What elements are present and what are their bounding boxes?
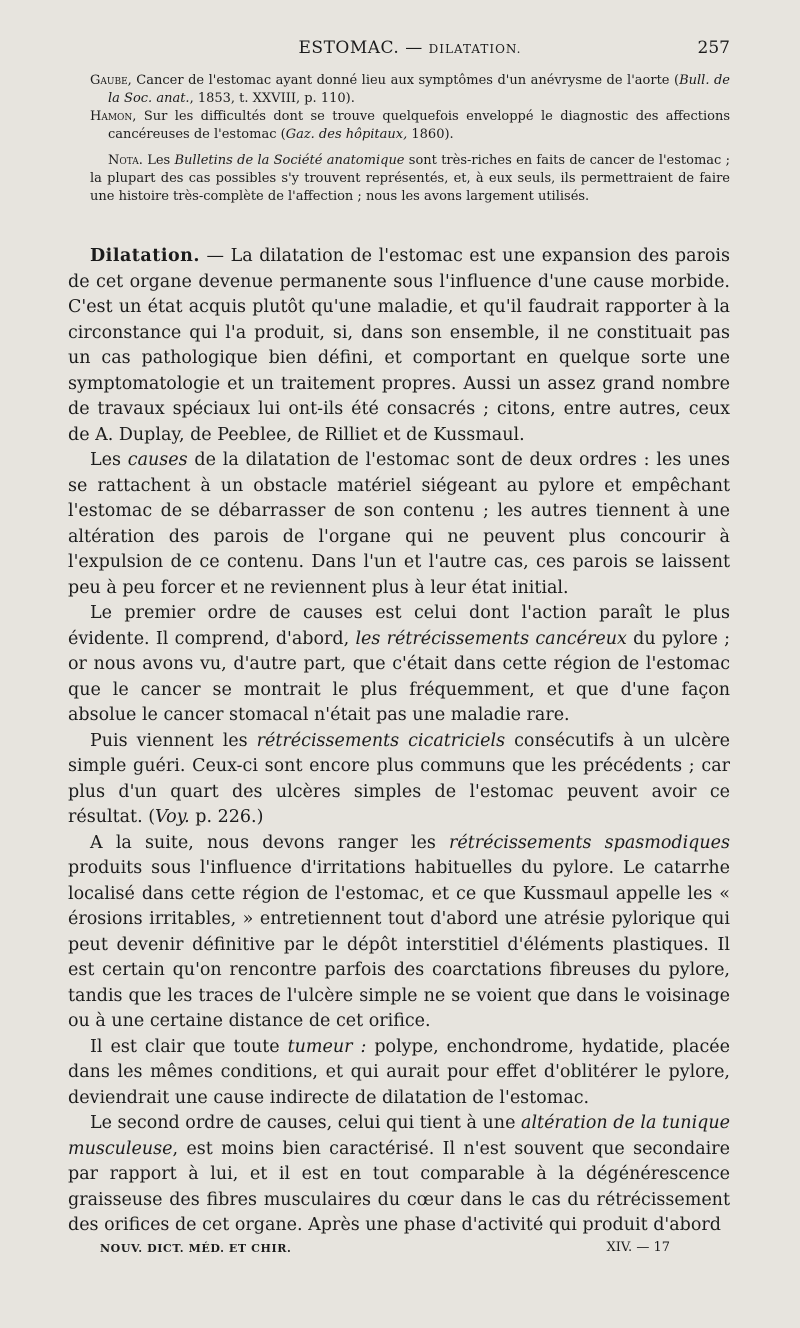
emphasis: rétrécissements cicatriciels: [256, 730, 506, 751]
running-title-main: ESTOMAC. —: [298, 38, 423, 58]
reference-text: , 1853, t. XXVIII, p. 110).: [189, 91, 355, 106]
reference-item: [90, 108, 730, 144]
reference-text: 1860).: [407, 127, 454, 142]
note-text: Les: [142, 153, 175, 168]
article-body: [68, 244, 730, 1239]
paragraph: [68, 601, 730, 729]
page-number: 257: [697, 38, 730, 58]
emphasis: tumeur :: [287, 1036, 367, 1057]
footer-signature: NOUV. DICT. MÉD. ET CHIR.: [100, 1242, 292, 1255]
page-footer: [100, 1240, 670, 1260]
paragraph-text: consécutifs à un ulcère simple guéri. Ceux-ci sont encore plus communs que les précédents ; car plus d'un quart des ulcères simples de l'estomac peuvent avoir ce résultat. (: [68, 730, 731, 827]
reference-journal: Gaz. des hôpitaux,: [285, 127, 408, 142]
paragraph: [68, 1111, 730, 1239]
paragraph-text: — La dilatation de l'estomac est une expansion des parois de cet organe devenue permanente sous l'influence d'une cause morbide. C'est un état acquis plutôt qu'une maladie, et qu'il faudrait rapporter à la circonstance qui l'a produit, si, dans son ensemble, il ne constituait pas un cas pathologique bien défini, et comportant en quelque sorte une symptomatologie et un traitement propres. Aussi un assez grand nombre de travaux spéciaux lui ont-ils été consacrés ; citons, entre autres, ceux de A. Duplay, de Peeblee, de Rilliet et de Kussmaul.: [68, 246, 730, 445]
note-text: sont très-riches en faits de cancer de l'estomac ; la plupart des cas possibles s'y trouvent représentés, et, à eux seuls, ils permettraient de faire une histoire très-complète de l'affection ; nous les avons largement utilisés.: [90, 153, 730, 204]
running-title-sub: DILATATION.: [428, 42, 522, 56]
emphasis: rétrécissements spasmodiques: [449, 832, 730, 853]
section-title: Dilatation.: [90, 246, 200, 266]
page-header: [90, 38, 730, 64]
paragraph-text: Les: [90, 450, 128, 470]
reference-text: Cancer de l'estomac ayant donné lieu aux symptômes d'un anévrysme de l'aorte (: [131, 73, 680, 88]
paragraph-text: Le premier ordre de causes est celui dont l'action paraît le plus évidente. Il comprend, d'abord,: [68, 603, 730, 649]
paragraph-text: polype, enchondrome, hydatide, placée dans les mêmes conditions, et qui aurait pour effet d'oblitérer le pylore, deviendrait une cause indirecte de dilatation de l'estomac.: [68, 1036, 730, 1108]
paragraph: [68, 729, 730, 831]
emphasis: Voy.: [155, 807, 190, 827]
reference-text: Sur les difficultés dont se trouve quelquefois enveloppé le diagnostic des affections cancéreuses de l'estomac (: [108, 109, 730, 142]
paragraph-text: , est moins bien caractérisé. Il n'est souvent que secondaire par rapport à lui, et il est en tout comparable à la dégénérescence graisseuse des fibres musculaires du cœur dans le cas du rétrécissement des orifices de cet organe. Après une phase d'activité qui produit d'abord: [68, 1138, 730, 1235]
paragraph: [68, 244, 730, 448]
note-journal: Bulletins de la Société anatomique: [174, 153, 405, 168]
paragraph-text: Il est clair que toute: [90, 1036, 288, 1057]
paragraph-text: produits sous l'influence d'irritations habituelles du pylore. Le catarrhe localisé dans cette région de l'estomac, et ce que Kussmaul appelle les « érosions irritables, » entretiennent tout d'abord une atrésie pylorique qui peut devenir définitive par le dépôt interstitiel d'éléments plastiques. Il est certain qu'on rencontre parfois des coarctations fibreuses du pylore, tandis que les traces de l'ulcère simple ne se voient que dans le voisinage ou à une certaine distance de cet orifice.: [68, 858, 730, 1031]
emphasis: les rétrécissements cancéreux: [355, 628, 627, 649]
emphasis: altération de la tunique musculeuse: [68, 1113, 730, 1159]
bibliography-note: [90, 152, 730, 206]
paragraph-text: du pylore ; or nous avons vu, d'autre part, que c'était dans cette région de l'estomac que le cancer se montrait le plus fréquemment, et que d'une façon absolue le cancer stomacal n'était pas une maladie rare.: [68, 628, 731, 725]
paragraph: [68, 831, 730, 1035]
note-label: Nota.: [108, 153, 143, 168]
footer-volume: XIV. — 17: [606, 1240, 670, 1255]
reference-journal: Bull. de la Soc. anat.: [108, 73, 730, 106]
paragraph-text: A la suite, nous devons ranger les: [90, 832, 450, 853]
emphasis: causes: [127, 450, 188, 470]
running-title: [90, 38, 730, 58]
paragraph: [68, 1035, 730, 1112]
bibliography: [90, 72, 730, 219]
paragraph-text: de la dilatation de l'estomac sont de deux ordres : les unes se rattachent à un obstacle matériel siégeant au pylore et empêchant l'estomac de se débarrasser de son contenu ; les autres tiennent à une altération des parois de l'organe qui ne peuvent plus concourir à l'expulsion de ce contenu. Dans l'un et l'autre cas, ces parois se laissent peu à peu forcer et ne reviennent plus à leur état initial.: [68, 450, 730, 598]
reference-author: Hamon,: [90, 109, 137, 124]
paragraph: [68, 448, 730, 601]
reference-item: [90, 72, 730, 108]
paragraph-text: Puis viennent les: [90, 730, 257, 751]
paragraph-text: p. 226.): [189, 807, 264, 827]
reference-author: Gaube,: [90, 73, 132, 88]
paragraph-text: Le second ordre de causes, celui qui tient à une: [90, 1113, 522, 1133]
